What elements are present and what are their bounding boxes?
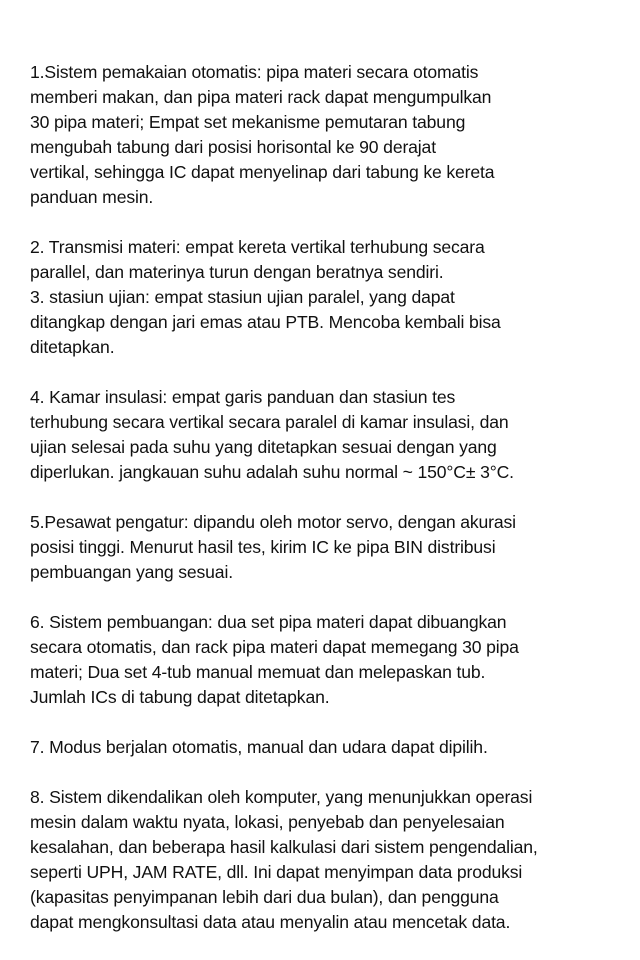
paragraph-group-2-3 [30, 235, 622, 360]
document-body [30, 60, 622, 960]
text-line: 8. Sistem dikendalikan oleh komputer, yang menunjukkan operasi [30, 787, 533, 807]
text-line: (kapasitas penyimpanan lebih dari dua bulan), dan pengguna [30, 887, 499, 907]
paragraph-7-running-mode [30, 735, 622, 760]
text-line: posisi tinggi. Menurut hasil tes, kirim IC ke pipa BIN distribusi [30, 537, 496, 557]
text-line: 7. Modus berjalan otomatis, manual dan udara dapat dipilih. [30, 737, 488, 757]
text-line: kesalahan, dan beberapa hasil kalkulasi dari sistem pengendalian, [30, 837, 538, 857]
paragraph-3-test-station [30, 285, 622, 360]
text-line: ujian selesai pada suhu yang ditetapkan sesuai dengan yang [30, 437, 497, 457]
text-line: 1.Sistem pemakaian otomatis: pipa materi secara otomatis [30, 62, 479, 82]
text-line: materi; Dua set 4-tub manual memuat dan melepaskan tub. [30, 662, 486, 682]
text-line: vertikal, sehingga IC dapat menyelinap dari tabung ke kereta [30, 162, 495, 182]
text-line: dapat mengkonsultasi data atau menyalin atau mencetak data. [30, 912, 511, 932]
text-line: ditetapkan. [30, 337, 115, 357]
text-line: 30 pipa materi; Empat set mekanisme pemutaran tabung [30, 112, 466, 132]
text-line: 4. Kamar insulasi: empat garis panduan dan stasiun tes [30, 387, 456, 407]
text-line: 6. Sistem pembuangan: dua set pipa materi dapat dibuangkan [30, 612, 507, 632]
text-line: 3. stasiun ujian: empat stasiun ujian paralel, yang dapat [30, 287, 455, 307]
paragraph-5-sorter [30, 510, 622, 585]
text-line: mengubah tabung dari posisi horisontal ke 90 derajat [30, 137, 436, 157]
text-line: pembuangan yang sesuai. [30, 562, 233, 582]
text-line: terhubung secara vertikal secara paralel di kamar insulasi, dan [30, 412, 509, 432]
text-line: secara otomatis, dan rack pipa materi dapat memegang 30 pipa [30, 637, 519, 657]
text-line: ditangkap dengan jari emas atau PTB. Mencoba kembali bisa [30, 312, 501, 332]
paragraph-4-insulation-chamber [30, 385, 622, 485]
text-line: Jumlah ICs di tabung dapat ditetapkan. [30, 687, 330, 707]
text-line: 2. Transmisi materi: empat kereta vertikal terhubung secara [30, 237, 485, 257]
text-line: mesin dalam waktu nyata, lokasi, penyebab dan penyelesaian [30, 812, 505, 832]
paragraph-2-material-transmission [30, 235, 622, 285]
text-line: memberi makan, dan pipa materi rack dapat mengumpulkan [30, 87, 492, 107]
paragraph-6-discharge-system [30, 610, 622, 710]
paragraph-1-feeding-system [30, 60, 622, 210]
text-line: 5.Pesawat pengatur: dipandu oleh motor servo, dengan akurasi [30, 512, 516, 532]
paragraph-8-computer-control [30, 785, 622, 935]
text-line: diperlukan. jangkauan suhu adalah suhu normal ~ 150°C± 3°C. [30, 462, 514, 482]
text-line: seperti UPH, JAM RATE, dll. Ini dapat menyimpan data produksi [30, 862, 523, 882]
text-line: parallel, dan materinya turun dengan beratnya sendiri. [30, 262, 444, 282]
text-line: panduan mesin. [30, 187, 154, 207]
